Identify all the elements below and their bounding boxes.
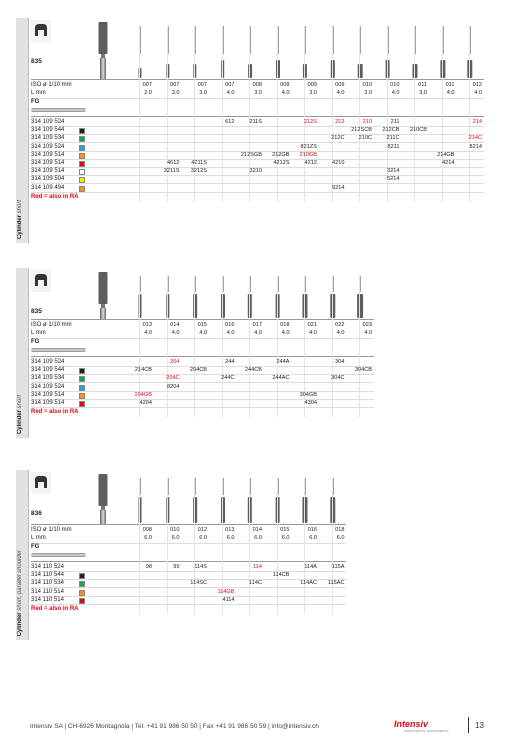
size-bur-icon <box>136 478 144 523</box>
size-bur-icon <box>164 26 172 78</box>
size-bur-icon <box>136 276 144 318</box>
length-row-cell: 2.0 <box>144 90 152 96</box>
shape-label <box>17 550 23 636</box>
table-cell: 4214 <box>442 160 455 166</box>
size-bur-icon <box>274 26 282 78</box>
table-cell: 214C <box>468 135 482 142</box>
iso-row-cell: 008 <box>142 527 152 533</box>
table-cell: 212S <box>303 119 317 125</box>
table-row <box>31 588 346 596</box>
table-row <box>31 399 374 407</box>
size-bur-icon <box>164 276 172 318</box>
size-bur-icon <box>329 276 337 318</box>
table-cell: 211S <box>249 119 262 125</box>
table-divider <box>31 116 484 117</box>
size-bur-icon <box>411 26 419 78</box>
table-cell: 204CB <box>189 367 207 374</box>
iso-row-cell: 015 <box>197 322 207 328</box>
size-bur-icon <box>219 26 227 78</box>
size-bur-icon <box>191 478 199 523</box>
size-bur-icon <box>384 26 392 78</box>
table-cell: 8214 <box>469 143 482 150</box>
table-cell: 612 <box>225 119 235 125</box>
type-row-label: FG <box>31 544 40 550</box>
product-section <box>16 268 394 438</box>
length-row-label: L mm <box>31 90 46 96</box>
table-cell: 214 <box>472 119 482 125</box>
table-cell: 4612 <box>167 160 180 166</box>
iso-row-cell: 023 <box>362 322 372 328</box>
page-separator <box>468 717 469 733</box>
table-cell: 4212S <box>273 160 290 166</box>
table-cell: 114S <box>194 564 207 570</box>
article-ref: 314 109 504 <box>31 176 65 183</box>
size-bur-icon <box>246 478 254 523</box>
iso-row-cell: 007 <box>197 82 207 88</box>
article-ref: 314 110 514 <box>31 596 64 603</box>
length-row-cell: 6.0 <box>281 535 290 541</box>
iso-row-cell: 018 <box>280 322 290 328</box>
table-cell: 212CB <box>382 127 400 134</box>
length-row-cell: 4.0 <box>144 330 152 336</box>
length-row-cell: 6.0 <box>144 535 152 541</box>
table-cell: 114SC <box>190 580 207 587</box>
table-divider <box>31 356 374 357</box>
footer-contact: Intensiv SA | CH-6926 Montagnola | Tel. +41 91 986 50 50 | Fax +41 91 986 50 59 | info@intensiv.ch <box>30 723 319 730</box>
iso-row-cell: 008 <box>252 82 262 88</box>
length-row-cell: 4.0 <box>254 330 262 336</box>
iso-row-cell: 010 <box>362 82 372 88</box>
iso-row-cell: 010 <box>390 82 400 88</box>
ra-note: Red = also in RA <box>31 193 79 200</box>
iso-row-cell: 016 <box>307 527 317 533</box>
table-cell: 114GB <box>217 588 235 595</box>
table-divider <box>31 561 346 562</box>
length-row-cell: 4.0 <box>336 330 345 336</box>
table-cell: 3212S <box>190 168 207 175</box>
table-cell: 204 <box>170 359 180 365</box>
size-bur-icon <box>356 26 364 78</box>
table-cell: 4211S <box>191 160 207 166</box>
table-cell: 4204 <box>139 400 152 406</box>
length-row-cell: 4.0 <box>281 90 290 96</box>
iso-row-cell: 011 <box>418 82 427 88</box>
shape-variant: short <box>17 199 23 215</box>
iso-row-cell: 007 <box>170 82 180 88</box>
iso-row-cell: 009 <box>307 82 317 88</box>
iso-row-cell: 011 <box>445 82 455 88</box>
size-bur-icon <box>356 276 364 318</box>
row-divider <box>31 192 484 193</box>
iso-row-cell: 018 <box>335 527 345 533</box>
table-cell: 304CB <box>354 367 372 374</box>
shape-name: Cylinder <box>17 409 23 434</box>
article-ref: 314 109 514 <box>31 151 65 158</box>
length-row-cell: 6.0 <box>199 535 207 541</box>
product-code: 835 <box>31 308 42 315</box>
table-cell: 211C <box>386 135 400 142</box>
article-ref: 314 109 534 <box>31 375 65 382</box>
table-cell: 211 <box>390 119 400 125</box>
bur-illustration-icon <box>96 472 110 527</box>
bur-shape-icon <box>31 20 51 42</box>
length-row-cell: 4.0 <box>199 330 207 336</box>
table-row <box>31 134 484 142</box>
table-divider <box>31 524 346 525</box>
shape-variant: short <box>17 394 23 410</box>
product-code: 835 <box>31 58 42 65</box>
length-row-cell: 4.0 <box>171 330 180 336</box>
ra-note: Red = also in RA <box>31 606 79 612</box>
iso-row-cell: 012 <box>472 82 482 88</box>
table-cell: 244AC <box>272 375 290 382</box>
length-row-cell: 3.0 <box>171 90 180 96</box>
article-ref: 314 109 514 <box>31 160 65 166</box>
article-ref: 314 109 514 <box>31 400 65 406</box>
table-divider <box>31 79 484 80</box>
iso-row-label: ISO ø 1/10 mm <box>31 527 72 533</box>
size-bur-icon <box>301 276 309 318</box>
iso-row-cell: 009 <box>335 82 345 88</box>
length-row-cell: 4.0 <box>391 90 400 96</box>
iso-row-cell: 022 <box>335 322 345 328</box>
size-bur-icon <box>164 478 172 523</box>
length-row-cell: 4.0 <box>281 330 290 336</box>
iso-row-label: ISO ø 1/10 mm <box>31 82 72 88</box>
table-cell: 212SCB <box>351 127 372 134</box>
fg-shank-icon <box>31 348 86 352</box>
article-ref: 314 110 524 <box>31 564 64 570</box>
shape-label <box>17 395 23 434</box>
table-cell: 244CB <box>244 367 262 374</box>
table-row <box>31 159 484 167</box>
iso-row-cell: 015 <box>280 527 290 533</box>
bur-illustration-icon <box>96 270 110 322</box>
length-row-cell: 3.0 <box>309 90 317 96</box>
table-cell: 204C <box>166 375 180 382</box>
article-ref: 314 109 524 <box>31 359 65 365</box>
table-cell: 212 <box>335 119 345 125</box>
article-ref: 314 109 524 <box>31 143 65 150</box>
shape-label <box>17 200 23 239</box>
table-cell: 99 <box>173 564 180 570</box>
size-bur-icon <box>329 26 337 78</box>
section-sidebar <box>16 18 29 243</box>
table-row <box>31 358 374 366</box>
table-cell: 4114 <box>222 596 235 603</box>
table-cell: 244 <box>225 359 235 365</box>
article-ref: 314 109 524 <box>31 383 65 390</box>
article-ref: 314 109 494 <box>31 184 65 191</box>
length-row-cell: 4.0 <box>309 330 317 336</box>
table-cell: 212SGB <box>240 151 262 158</box>
iso-row-cell: 010 <box>170 527 180 533</box>
table-cell: 114AC <box>300 580 317 587</box>
size-bur-icon <box>329 478 337 523</box>
table-cell: 98 <box>145 564 152 570</box>
shape-name: Cylinder <box>17 611 23 636</box>
table-divider <box>31 319 374 320</box>
table-cell: 210CB <box>409 127 427 134</box>
article-ref: 314 110 534 <box>31 580 64 587</box>
table-cell: 114C <box>249 580 262 587</box>
table-row <box>31 143 484 151</box>
table-row <box>31 151 484 159</box>
size-bur-icon <box>219 478 227 523</box>
iso-row-label: ISO ø 1/10 mm <box>31 322 72 328</box>
table-cell: 3211S <box>163 168 180 175</box>
brand-logo: Intensiv <box>394 719 429 729</box>
iso-row-cell: 014 <box>252 527 262 533</box>
table-row <box>31 175 484 183</box>
table-cell: 8211 <box>387 143 400 150</box>
table-cell: 5214 <box>387 176 400 183</box>
iso-row-cell: 013 <box>225 527 235 533</box>
table-cell: 214CB <box>134 367 152 374</box>
length-row-cell: 4.0 <box>474 90 482 96</box>
length-row-cell: 4.0 <box>364 330 372 336</box>
size-bur-icon <box>466 26 474 78</box>
size-bur-icon <box>301 26 309 78</box>
table-cell: 210C <box>358 135 372 142</box>
bur-shape-icon <box>31 270 51 292</box>
iso-row-cell: 007 <box>142 82 152 88</box>
product-section <box>16 470 366 640</box>
shape-variant: short, parallel shoulder <box>17 549 23 612</box>
iso-row-cell: 008 <box>280 82 290 88</box>
size-bur-icon <box>191 26 199 78</box>
fg-shank-icon <box>31 108 86 112</box>
article-ref: 314 109 544 <box>31 367 65 374</box>
page-number: 13 <box>475 721 484 730</box>
table-row <box>31 118 484 126</box>
article-ref: 314 109 544 <box>31 127 65 134</box>
table-cell: 114CB <box>272 572 290 579</box>
length-row-cell: 3.0 <box>419 90 427 96</box>
table-row <box>31 383 374 391</box>
size-bur-icon <box>246 26 254 78</box>
size-bur-icon <box>301 478 309 523</box>
table-cell: 244A <box>276 359 290 365</box>
iso-row-cell: 007 <box>225 82 235 88</box>
table-row <box>31 366 374 374</box>
article-ref: 314 110 544 <box>31 572 64 579</box>
table-row <box>31 563 346 571</box>
table-row <box>31 184 484 192</box>
table-row <box>31 579 346 587</box>
table-cell: 4304 <box>304 400 317 406</box>
row-divider <box>31 407 374 408</box>
length-row-cell: 6.0 <box>171 535 180 541</box>
ra-note: Red = also in RA <box>31 409 79 416</box>
fg-shank-icon <box>31 553 86 557</box>
length-row-cell: 4.0 <box>446 90 455 96</box>
table-cell: 3210 <box>249 168 262 175</box>
table-cell: 304 <box>335 359 345 365</box>
size-bur-icon <box>246 276 254 318</box>
article-ref: 314 109 514 <box>31 168 65 175</box>
table-cell: 210GB <box>299 151 317 158</box>
length-row-cell: 6.0 <box>226 535 235 541</box>
type-row-label: FG <box>31 99 40 105</box>
table-cell: 212GB <box>272 151 290 158</box>
length-row-cell: 6.0 <box>309 535 317 541</box>
article-ref: 314 109 524 <box>31 119 65 125</box>
length-row-cell: 3.0 <box>364 90 372 96</box>
table-row <box>31 391 374 399</box>
length-row-cell: 6.0 <box>336 535 345 541</box>
table-cell: 304C <box>331 375 345 382</box>
size-bur-icon <box>274 478 282 523</box>
table-cell: 210 <box>362 119 372 125</box>
table-cell: 212C <box>331 135 345 142</box>
iso-row-cell: 017 <box>252 322 262 328</box>
iso-row-cell: 016 <box>225 322 235 328</box>
table-cell: 115A <box>331 564 345 570</box>
table-cell: 115AC <box>327 580 345 587</box>
bur-shape-icon <box>31 472 51 494</box>
table-cell: 821ZS <box>300 143 317 150</box>
table-cell: 214GB <box>437 151 455 158</box>
article-ref: 314 110 514 <box>31 588 64 595</box>
length-row-cell: 3.0 <box>199 90 207 96</box>
table-row <box>31 126 484 134</box>
table-cell: 3214 <box>387 168 400 175</box>
iso-row-cell: 014 <box>170 322 180 328</box>
size-bur-icon <box>136 26 144 78</box>
iso-row-cell: 021 <box>307 322 317 328</box>
length-row-cell: 4.0 <box>336 90 345 96</box>
product-section <box>16 18 504 243</box>
table-cell: 204GB <box>134 391 152 398</box>
bur-illustration-icon <box>96 20 110 82</box>
article-ref: 314 109 534 <box>31 135 65 142</box>
table-row <box>31 374 374 382</box>
iso-row-cell: 013 <box>142 322 152 328</box>
table-row <box>31 596 346 604</box>
table-row <box>31 167 484 175</box>
type-row-label: FG <box>31 339 40 345</box>
table-cell: 9214 <box>332 184 345 191</box>
size-bur-icon <box>439 26 447 78</box>
section-sidebar <box>16 470 29 640</box>
table-cell: 8204 <box>167 383 180 390</box>
size-bur-icon <box>274 276 282 318</box>
shape-name: Cylinder <box>17 214 23 239</box>
brand-tagline: SWISS DENTAL INSTRUMENTS <box>404 729 449 733</box>
length-row-label: L mm <box>31 535 46 541</box>
table-cell: 114A <box>304 564 317 570</box>
length-row-cell: 4.0 <box>226 90 235 96</box>
length-row-cell: 4.0 <box>226 330 235 336</box>
size-bur-icon <box>219 276 227 318</box>
article-ref: 314 109 514 <box>31 391 65 398</box>
product-code: 836 <box>31 510 42 517</box>
table-cell: 4210 <box>332 160 345 166</box>
table-cell: 304GB <box>299 391 317 398</box>
iso-row-cell: 012 <box>197 527 207 533</box>
section-sidebar <box>16 268 29 438</box>
length-row-cell: 6.0 <box>254 535 262 541</box>
length-row-cell: 3.0 <box>254 90 262 96</box>
size-bur-icon <box>191 276 199 318</box>
table-cell: 114 <box>253 564 262 570</box>
table-cell: 244C <box>221 375 235 382</box>
table-cell: 4212 <box>304 160 317 166</box>
table-row <box>31 571 346 579</box>
length-row-label: L mm <box>31 330 46 336</box>
